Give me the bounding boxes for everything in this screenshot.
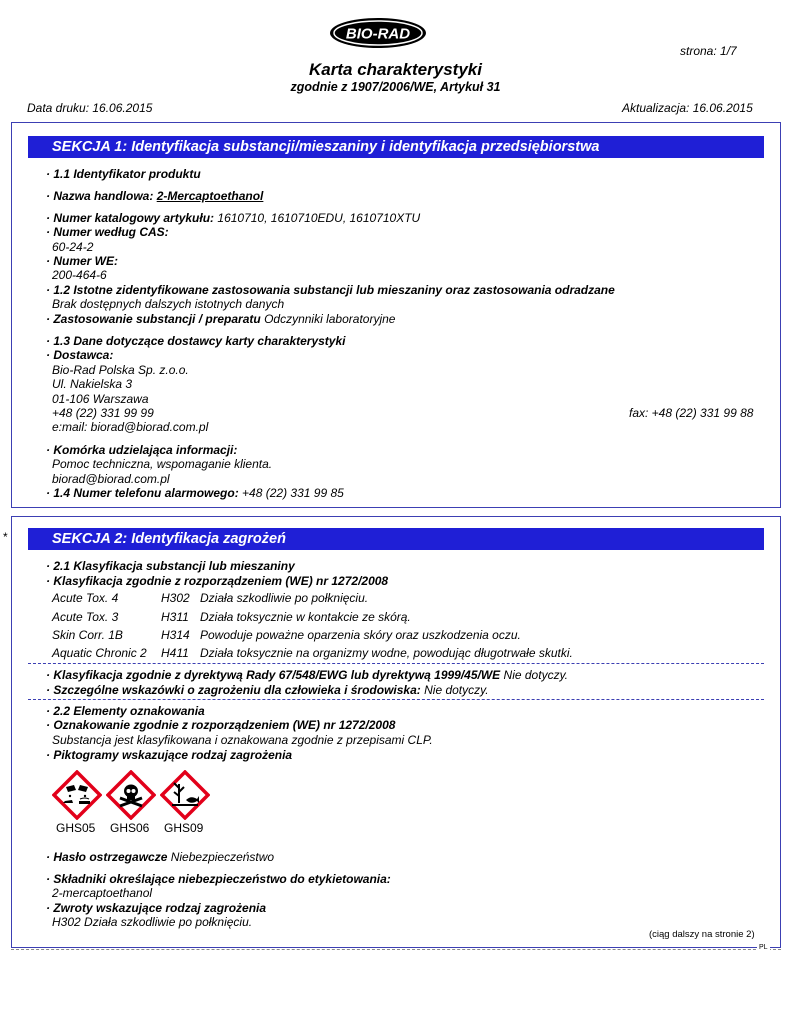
pictogram-label-ghs09: GHS09 [164, 821, 204, 835]
pictograms-label: · Piktogramy wskazujące rodzaj zagrożenia [46, 748, 293, 762]
revision-marker: * [3, 530, 8, 544]
ghs05-corrosion-pictogram [52, 770, 102, 820]
hazard-code-3: H314 [161, 628, 190, 642]
hazard-class-4: Aquatic Chronic 2 [52, 646, 147, 660]
clp-labelling-label: · Oznakowanie zgodnie z rozporządzeniem (WE) nr 1272/2008 [46, 718, 396, 732]
usage-line [46, 312, 395, 326]
we-label: · Numer WE: [46, 254, 118, 268]
s1-product-identifier: · 1.1 Identyfikator produktu [46, 167, 201, 181]
supplier-street: Ul. Nakielska 3 [52, 377, 133, 391]
hazard-text-1: Działa szkodliwie po połknięciu. [200, 591, 369, 605]
signal-word-value: Niebezpieczeństwo [170, 850, 275, 864]
supplier-fax: fax: +48 (22) 331 99 88 [629, 406, 754, 420]
hazard-class-3: Skin Corr. 1B [52, 628, 123, 642]
s1-uses-heading: · 1.2 Istotne zidentyfikowane zastosowania substancji lub mieszaniny oraz zastosowania odradzane [46, 283, 615, 297]
directive-classification-label: · Klasyfikacja zgodnie z dyrektywą Rady 67/548/EWG lub dyrektywą 1999/45/WE [46, 668, 501, 682]
s1-uses-text: Brak dostępnych dalszych istotnych danych [52, 297, 285, 311]
emergency-phone-value: +48 (22) 331 99 85 [242, 486, 344, 500]
supplier-phone: +48 (22) 331 99 99 [52, 406, 154, 420]
hazard-text-4: Działa toksycznie na organizmy wodne, powodując długotrwałe skutki. [200, 646, 573, 660]
section-2-header: SEKCJA 2: Identyfikacja zagrożeń [28, 528, 764, 550]
info-contact-line-2: biorad@biorad.com.pl [52, 472, 170, 486]
document-title: Karta charakterystyki [309, 60, 482, 79]
s2-label-elements-heading: · 2.2 Elementy oznakowania [46, 704, 205, 718]
special-hazards-value: Nie dotyczy. [424, 683, 489, 697]
emergency-phone-line [46, 486, 344, 500]
pictogram-label-ghs05: GHS05 [56, 821, 96, 835]
hazard-class-1: Acute Tox. 4 [52, 591, 119, 605]
page-number: strona: 1/7 [680, 44, 737, 58]
trade-name-label: · Nazwa handlowa: [46, 189, 154, 203]
hazard-statements-value: H302 Działa szkodliwie po połknięciu. [52, 915, 253, 929]
supplier-email: e:mail: biorad@biorad.com.pl [52, 420, 209, 434]
clp-classification-label: · Klasyfikacja zgodnie z rozporządzeniem (WE) nr 1272/2008 [46, 574, 389, 588]
hazard-text-3: Powoduje poważne oparzenia skóry oraz uszkodzenia oczu. [200, 628, 521, 642]
divider [28, 663, 764, 664]
hazard-code-1: H302 [161, 591, 190, 605]
signal-word-label: · Hasło ostrzegawcze [46, 850, 168, 864]
hazard-text-2: Działa toksycznie w kontakcie ze skórą. [200, 610, 411, 624]
continued-note: (ciąg dalszy na stronie 2) [649, 929, 755, 940]
ghs06-skull-pictogram [106, 770, 156, 820]
bio-rad-logo [329, 17, 427, 49]
update-date: Aktualizacja: 16.06.2015 [622, 101, 753, 115]
special-hazards-label: · Szczególne wskazówki o zagrożeniu dla człowieka i środowiska: [46, 683, 421, 697]
hazard-code-2: H311 [161, 610, 189, 624]
hazard-code-4: H411 [161, 646, 189, 660]
pictogram-label-ghs06: GHS06 [110, 821, 150, 835]
s1-supplier-heading: · 1.3 Dane dotyczące dostawcy karty charakterystyki [46, 334, 346, 348]
logo-text: BIO-RAD [345, 25, 411, 43]
trade-name-line [46, 189, 263, 203]
emergency-phone-label: · 1.4 Numer telefonu alarmowego: [46, 486, 239, 500]
info-contact-label: · Komórka udzielająca informacji: [46, 443, 238, 457]
directive-classification-line [46, 668, 568, 682]
section-1-header: SEKCJA 1: Identyfikacja substancji/mieszaniny i identyfikacja przedsiębiorstwa [28, 136, 764, 158]
cas-value: 60-24-2 [52, 240, 94, 254]
catalog-number-line [46, 211, 420, 225]
info-contact-line-1: Pomoc techniczna, wspomaganie klienta. [52, 457, 273, 471]
special-hazards-line [46, 683, 489, 697]
catalog-number-value: 1610710, 1610710EDU, 1610710XTU [217, 211, 421, 225]
supplier-name: Bio-Rad Polska Sp. z.o.o. [52, 363, 189, 377]
language-code: PL [759, 944, 768, 951]
supplier-label: · Dostawca: [46, 348, 114, 362]
document-subtitle: zgodnie z 1907/2006/WE, Artykuł 31 [290, 80, 501, 94]
hazard-components-label: · Składniki określające niebezpieczeństwo do etykietowania: [46, 872, 391, 886]
s2-classification-heading: · 2.1 Klasyfikacja substancji lub mieszaniny [46, 559, 295, 573]
hazard-components-value: 2-mercaptoethanol [52, 886, 153, 900]
we-value: 200-464-6 [52, 268, 107, 282]
ghs09-environment-pictogram [160, 770, 210, 820]
trade-name-value: 2-Mercaptoethanol [156, 189, 264, 203]
divider [28, 699, 764, 700]
clp-labelling-text: Substancja jest klasyfikowana i oznakowana zgodnie z przepisami CLP. [52, 733, 433, 747]
hazard-class-2: Acute Tox. 3 [52, 610, 119, 624]
signal-word-line [46, 850, 274, 864]
footer-divider [11, 949, 781, 950]
hazard-statements-label: · Zwroty wskazujące rodzaj zagrożenia [46, 901, 267, 915]
catalog-number-label: · Numer katalogowy artykułu: [46, 211, 215, 225]
cas-label: · Numer według CAS: [46, 225, 169, 239]
print-date: Data druku: 16.06.2015 [27, 101, 153, 115]
usage-value: Odczynniki laboratoryjne [264, 312, 396, 326]
supplier-city: 01-106 Warszawa [52, 392, 149, 406]
directive-classification-value: Nie dotyczy. [503, 668, 569, 682]
usage-label: · Zastosowanie substancji / preparatu [46, 312, 261, 326]
